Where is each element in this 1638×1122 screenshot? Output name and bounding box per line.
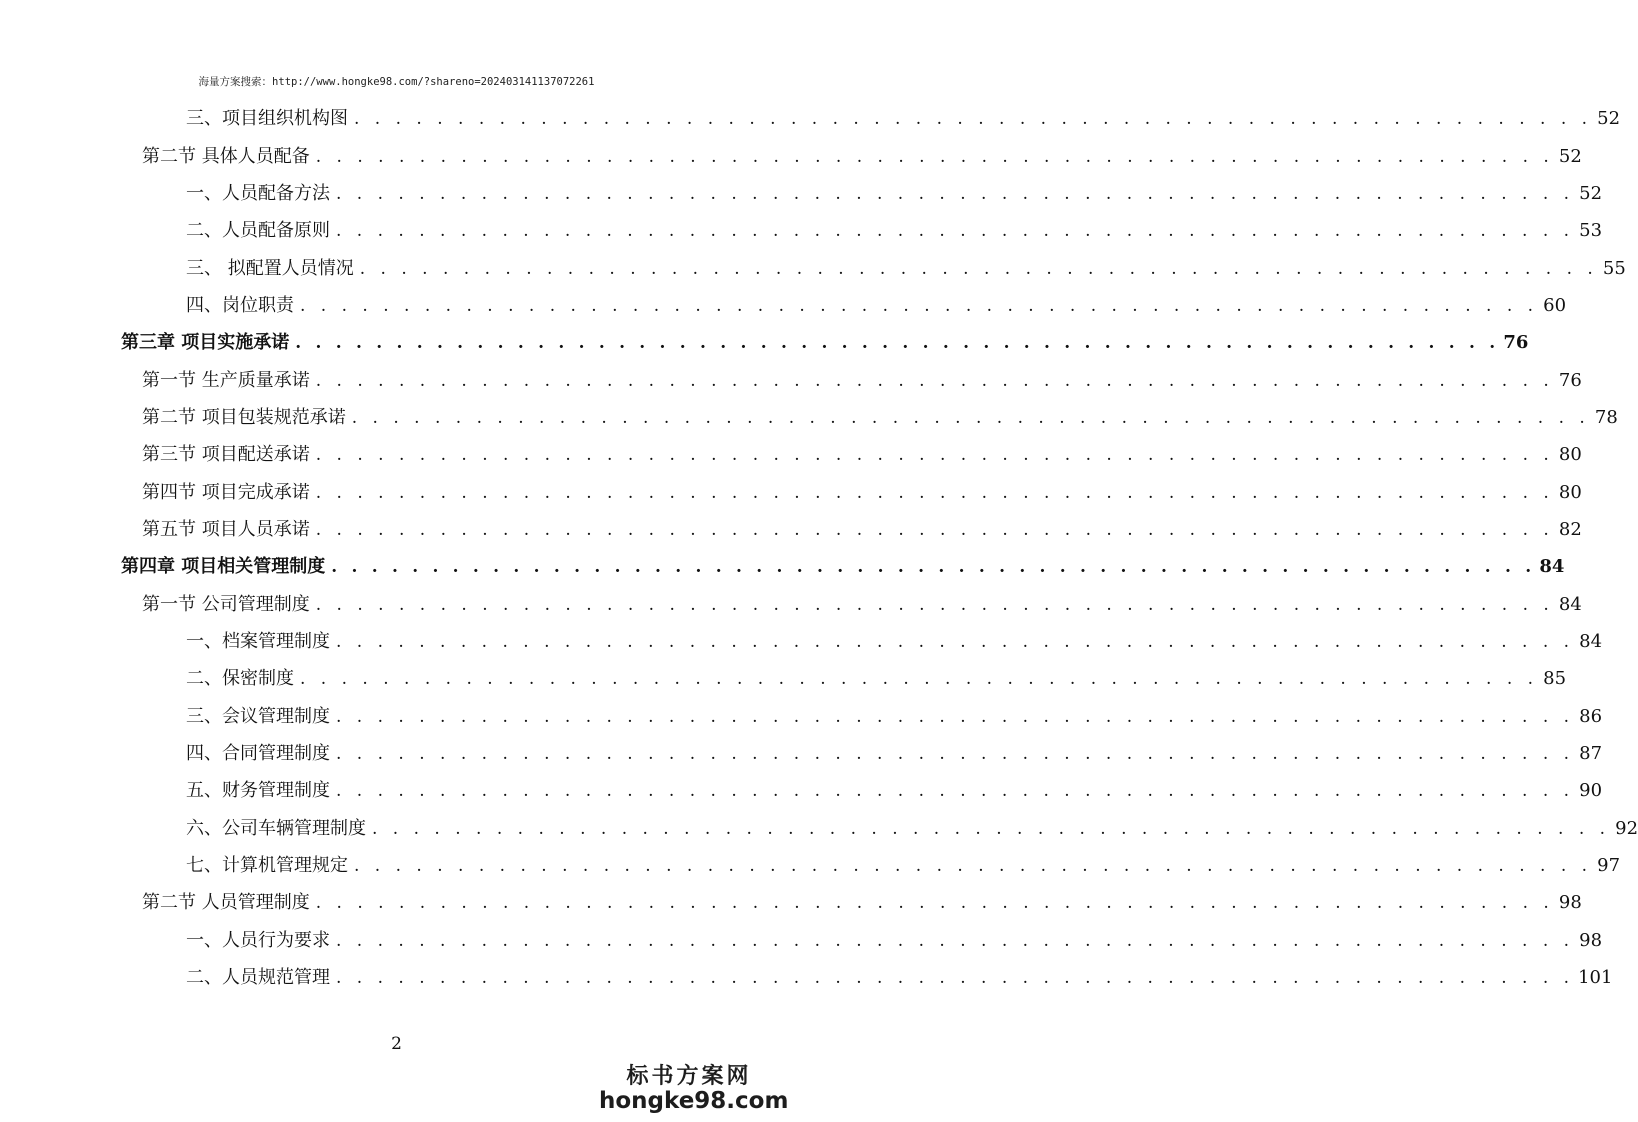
toc-page-number: 78 — [1594, 407, 1618, 428]
toc-page-number: 80 — [1558, 444, 1582, 465]
toc-entry-title: 一、人员行为要求 — [186, 930, 330, 951]
toc-entry-title: 三、会议管理制度 — [186, 706, 330, 727]
toc-entry[interactable] — [186, 216, 1603, 246]
toc-entry[interactable] — [142, 403, 1618, 433]
toc-entry[interactable] — [186, 627, 1603, 657]
toc-entry[interactable] — [121, 328, 1529, 358]
toc-entry[interactable] — [142, 478, 1582, 508]
toc-leader: . . . . . . . . . . . . . . . . . . . . . . . . . . . . . . . . . . . . . . . . . . . . . . . . . . . . . . . . . . . . — [336, 744, 1575, 764]
toc-leader: . . . . . . . . . . . . . . . . . . . . . . . . . . . . . . . . . . . . . . . . . . . . . . . . . . . . . . . . . . . . — [300, 669, 1539, 689]
toc-entry-title: 第二节 人员管理制度 — [142, 892, 310, 913]
toc-entry[interactable] — [121, 552, 1565, 582]
toc-page-number: 98 — [1579, 930, 1603, 951]
toc-page-number: 92 — [1615, 818, 1638, 839]
toc-entry[interactable] — [142, 440, 1582, 470]
toc-entry[interactable] — [186, 776, 1603, 806]
toc-entry-title: 第一节 公司管理制度 — [142, 594, 310, 615]
toc-page-number: 80 — [1558, 482, 1582, 503]
toc-entry-title: 第四节 项目完成承诺 — [142, 482, 310, 503]
toc-leader: . . . . . . . . . . . . . . . . . . . . . . . . . . . . . . . . . . . . . . . . . . . . . . . . . . . . . . . . . . . . — [336, 632, 1575, 652]
toc-entry-title: 三、项目组织机构图 — [186, 108, 348, 129]
toc-entry[interactable] — [186, 664, 1567, 694]
toc-page-number: 84 — [1539, 556, 1565, 577]
toc-page-number: 53 — [1579, 220, 1603, 241]
toc-leader: . . . . . . . . . . . . . . . . . . . . . . . . . . . . . . . . . . . . . . . . . . . . . . . . . . . . . . . . . . . . — [354, 856, 1593, 876]
toc-entry[interactable] — [186, 926, 1603, 956]
toc-leader: . . . . . . . . . . . . . . . . . . . . . . . . . . . . . . . . . . . . . . . . . . . . . . . . . . . . . . . . . . . . — [354, 109, 1593, 129]
toc-entry-title: 第一节 生产质量承诺 — [142, 370, 310, 391]
watermark-domain: hongke98.com — [599, 1088, 789, 1114]
toc-entry-title: 七、计算机管理规定 — [186, 855, 348, 876]
toc-leader: . . . . . . . . . . . . . . . . . . . . . . . . . . . . . . . . . . . . . . . . . . . . . . . . . . . . . . . . . . . . — [359, 259, 1598, 279]
toc-entry-title: 第二节 具体人员配备 — [142, 146, 310, 167]
toc-entry-title: 三、 拟配置人员情况 — [186, 258, 354, 279]
toc-page-number: 86 — [1579, 706, 1603, 727]
toc-entry-title: 五、财务管理制度 — [186, 780, 330, 801]
toc-entry[interactable] — [186, 179, 1603, 209]
toc-entry[interactable] — [186, 702, 1603, 732]
toc-entry-title: 四、岗位职责 — [186, 295, 294, 316]
toc-page-number: 97 — [1597, 855, 1621, 876]
toc-entry-title: 一、档案管理制度 — [186, 631, 330, 652]
watermark-chinese: 标书方案网 — [626, 1063, 752, 1089]
toc-page-number: 52 — [1597, 108, 1621, 129]
toc-page-number: 82 — [1558, 519, 1582, 540]
toc-leader: . . . . . . . . . . . . . . . . . . . . . . . . . . . . . . . . . . . . . . . . . . . . . . . . . . . . . . . . . . . . — [372, 819, 1611, 839]
toc-entry-title: 二、人员规范管理 — [186, 967, 330, 988]
toc-page-number: 84 — [1558, 594, 1582, 615]
toc-page-number: 85 — [1543, 668, 1567, 689]
toc-entry[interactable] — [142, 142, 1582, 172]
toc-page-number: 101 — [1578, 967, 1613, 988]
toc-entry[interactable] — [142, 888, 1582, 918]
toc-leader: . . . . . . . . . . . . . . . . . . . . . . . . . . . . . . . . . . . . . . . . . . . . . . . . . . . . . . . . . . . . — [295, 333, 1500, 353]
toc-page-number: 52 — [1558, 146, 1582, 167]
toc-leader: . . . . . . . . . . . . . . . . . . . . . . . . . . . . . . . . . . . . . . . . . . . . . . . . . . . . . . . . . . . . — [315, 147, 1554, 167]
toc-leader: . . . . . . . . . . . . . . . . . . . . . . . . . . . . . . . . . . . . . . . . . . . . . . . . . . . . . . . . . . . . — [315, 371, 1554, 391]
toc-leader: . . . . . . . . . . . . . . . . . . . . . . . . . . . . . . . . . . . . . . . . . . . . . . . . . . . . . . . . . . . . — [336, 781, 1575, 801]
toc-entry[interactable] — [142, 515, 1582, 545]
toc-page-number: 84 — [1579, 631, 1603, 652]
toc-leader: . . . . . . . . . . . . . . . . . . . . . . . . . . . . . . . . . . . . . . . . . . . . . . . . . . . . . . . . . . . . — [331, 557, 1536, 577]
toc-page-number: 55 — [1602, 258, 1626, 279]
toc-page-number: 90 — [1579, 780, 1603, 801]
toc-entry[interactable] — [186, 814, 1638, 844]
toc-entry-title: 二、保密制度 — [186, 668, 294, 689]
toc-page-number: 76 — [1503, 332, 1529, 353]
watermark-logo — [599, 1063, 789, 1114]
toc-leader: . . . . . . . . . . . . . . . . . . . . . . . . . . . . . . . . . . . . . . . . . . . . . . . . . . . . . . . . . . . . — [336, 707, 1575, 727]
toc-leader: . . . . . . . . . . . . . . . . . . . . . . . . . . . . . . . . . . . . . . . . . . . . . . . . . . . . . . . . . . . . — [336, 221, 1575, 241]
toc-page-number: 60 — [1543, 295, 1567, 316]
toc-entry-title: 第四章 项目相关管理制度 — [121, 556, 326, 577]
toc-entry[interactable] — [186, 851, 1621, 881]
toc-entry-title: 六、公司车辆管理制度 — [186, 818, 366, 839]
toc-page-number: 98 — [1558, 892, 1582, 913]
toc-entry-title: 第三章 项目实施承诺 — [121, 332, 290, 353]
toc-entry[interactable] — [186, 739, 1603, 769]
page-header: 海量方案搜索：http://www.hongke98.com/?shareno=202403141137072261 — [198, 76, 595, 88]
toc-leader: . . . . . . . . . . . . . . . . . . . . . . . . . . . . . . . . . . . . . . . . . . . . . . . . . . . . . . . . . . . . — [315, 483, 1554, 503]
toc-leader: . . . . . . . . . . . . . . . . . . . . . . . . . . . . . . . . . . . . . . . . . . . . . . . . . . . . . . . . . . . . — [315, 595, 1554, 615]
toc-entry-title: 第二节 项目包装规范承诺 — [142, 407, 346, 428]
toc-leader: . . . . . . . . . . . . . . . . . . . . . . . . . . . . . . . . . . . . . . . . . . . . . . . . . . . . . . . . . . . . — [315, 445, 1554, 465]
toc-leader: . . . . . . . . . . . . . . . . . . . . . . . . . . . . . . . . . . . . . . . . . . . . . . . . . . . . . . . . . . . . — [351, 408, 1590, 428]
page-number: 2 — [391, 1034, 402, 1054]
toc-entry-title: 第五节 项目人员承诺 — [142, 519, 310, 540]
toc-entry[interactable] — [186, 963, 1613, 993]
toc-leader: . . . . . . . . . . . . . . . . . . . . . . . . . . . . . . . . . . . . . . . . . . . . . . . . . . . . . . . . . . . . — [336, 968, 1575, 988]
toc-leader: . . . . . . . . . . . . . . . . . . . . . . . . . . . . . . . . . . . . . . . . . . . . . . . . . . . . . . . . . . . . — [336, 184, 1575, 204]
toc-leader: . . . . . . . . . . . . . . . . . . . . . . . . . . . . . . . . . . . . . . . . . . . . . . . . . . . . . . . . . . . . — [336, 931, 1575, 951]
toc-entry-title: 第三节 项目配送承诺 — [142, 444, 310, 465]
toc-entry[interactable] — [186, 291, 1567, 321]
toc-entry-title: 一、人员配备方法 — [186, 183, 330, 204]
toc-entry-title: 四、合同管理制度 — [186, 743, 330, 764]
toc-entry[interactable] — [142, 590, 1582, 620]
toc-leader: . . . . . . . . . . . . . . . . . . . . . . . . . . . . . . . . . . . . . . . . . . . . . . . . . . . . . . . . . . . . — [315, 893, 1554, 913]
toc-page-number: 52 — [1579, 183, 1603, 204]
toc-entry[interactable] — [186, 104, 1621, 134]
toc-entry[interactable] — [142, 366, 1582, 396]
toc-leader: . . . . . . . . . . . . . . . . . . . . . . . . . . . . . . . . . . . . . . . . . . . . . . . . . . . . . . . . . . . . — [300, 296, 1539, 316]
toc-entry-title: 二、人员配备原则 — [186, 220, 330, 241]
toc-entry[interactable] — [186, 254, 1626, 284]
toc-leader: . . . . . . . . . . . . . . . . . . . . . . . . . . . . . . . . . . . . . . . . . . . . . . . . . . . . . . . . . . . . — [315, 520, 1554, 540]
toc-page-number: 87 — [1579, 743, 1603, 764]
toc-page-number: 76 — [1558, 370, 1582, 391]
